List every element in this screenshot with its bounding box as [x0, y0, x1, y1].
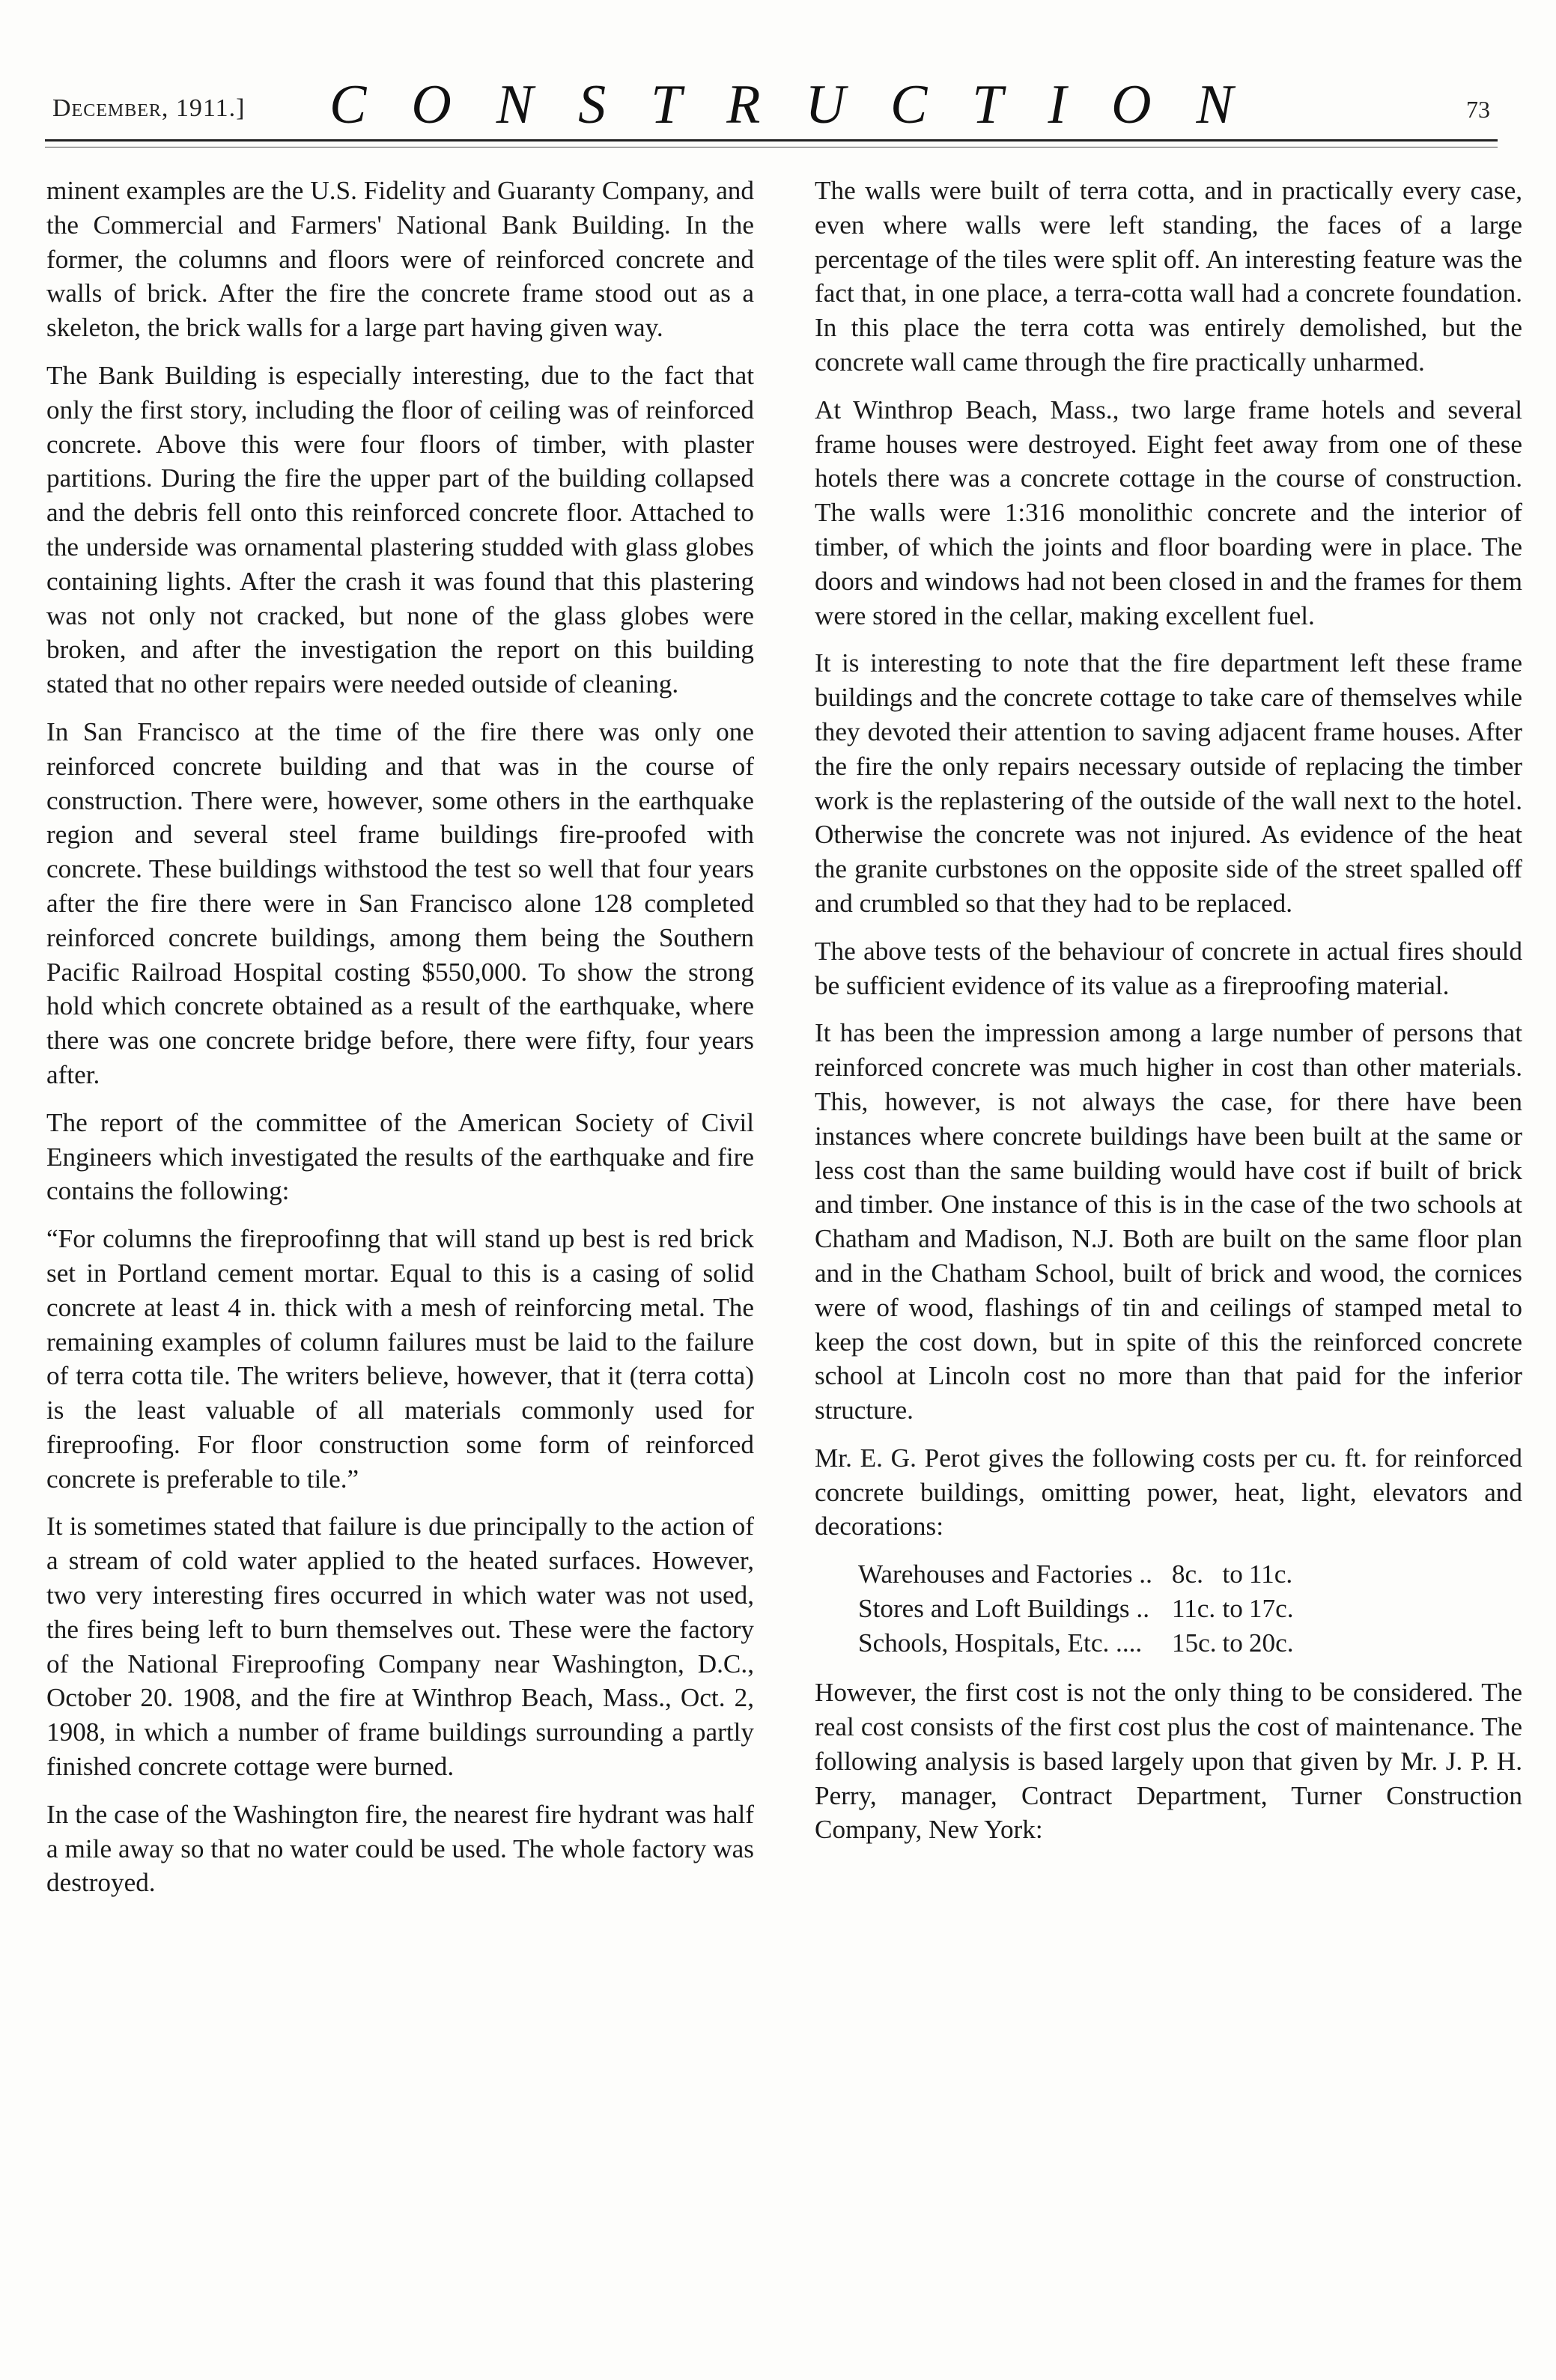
paragraph: It is interesting to note that the fire department left these frame buildings and the concrete cottage to take care of themselves while they devoted their attention to saving adjacent frame houses. After the fire the only repairs necessary outside of replacing the timber work is the replastering of the outside of the wall next to the hotel. Otherwise the concrete was not injured. As evidence of the heat the granite curbstones on the opposite side of the street spalled off and crumbled so that they had to be replaced.	[815, 648, 1522, 918]
paragraph: However, the first cost is not the only thing to be considered. The real cost consists of the first cost plus the cost of maintenance. The following analysis is based largely upon that given by Mr. J. P. H. Perry, manager, Contract Department, Turner Construction Company, New York:	[815, 1678, 1522, 1845]
cost-high: 17c.	[1248, 1594, 1294, 1624]
paragraph: It has been the impression among a large number of persons that reinforced concrete was much higher in cost than other materials. This, however, is not always the case, for there have been instances where concrete buildings have been built at the same or less cost than the same building would have cost if built of brick and timber. One instance of this is in the case of the two schools at Chatham and Madison, N.J. Both are built on the same floor plan and in the Chatham School, built of brick and wood, the cornices were of wood, flashings of tin and ceilings of stamped metal to keep the cost down, but in spite of this the reinforced concrete school at Lincoln cost no more than that paid for the inferior structure.	[815, 1018, 1522, 1425]
paragraph: Mr. E. G. Perot gives the following costs per cu. ft. for reinforced concrete buildings, omitting power, heat, light, elevators and decorations:	[815, 1443, 1522, 1541]
cost-low: 15c.	[1171, 1628, 1217, 1658]
issue-date: December, 1911.]	[52, 94, 246, 122]
cost-high: 11c.	[1248, 1559, 1293, 1589]
cost-row	[858, 1592, 1300, 1626]
cost-row-label: Schools, Hospitals, Etc. ....	[858, 1628, 1143, 1658]
paragraph: The walls were built of terra cotta, and in practically every case, even where walls were left standing, the faces of a large percentage of the tiles were split off. An interesting feature was the fact that, in one place, a terra-cotta wall had a concrete foundation. In this place the terra cotta was entirely demolished, but the concrete wall came through the fire practically unharmed.	[815, 176, 1522, 377]
paragraph: In the case of the Washington fire, the nearest fire hydrant was half a mile away so that no water could be used. The whole factory was destroyed.	[46, 1799, 754, 1898]
paragraph: It is sometimes stated that failure is due principally to the action of a stream of cold water applied to the heated surfaces. However, two very interesting fires occurred in which water was not used, the fires being left to burn themselves out. These were the factory of the National Fireproofing Company near Washington, D.C., October 20. 1908, and the fire at Winthrop Beach, Mass., Oct. 2, 1908, in which a number of frame buildings surrounding a partly finished concrete cottage were burned.	[46, 1512, 754, 1782]
header-rule	[45, 139, 1498, 141]
paragraph: At Winthrop Beach, Mass., two large frame hotels and several frame houses were destroyed. Eight feet away from one of these hotels there was a concrete cottage in the course of construction. The walls were 1:316 monolithic concrete and the interior of timber, of which the joints and floor boarding were in place. The doors and windows had not been closed in and the frames for them were stored in the cellar, making excellent fuel.	[815, 395, 1522, 630]
journal-title: CONSTRUCTION	[329, 74, 1278, 136]
paragraph: The report of the committee of the American Society of Civil Engineers which investigated the results of the earthquake and fire contains the following:	[46, 1107, 754, 1206]
cost-row-label: Warehouses and Factories ..	[858, 1559, 1152, 1589]
cost-to: to	[1222, 1594, 1243, 1624]
cost-row-label: Stores and Loft Buildings ..	[858, 1594, 1150, 1624]
cost-row	[858, 1626, 1300, 1661]
cost-low: 11c.	[1171, 1594, 1216, 1624]
cost-high: 20c.	[1248, 1628, 1294, 1658]
left-column	[46, 174, 754, 1914]
cost-to: to	[1222, 1559, 1243, 1589]
paragraph: In San Francisco at the time of the fire there was only one reinforced concrete building and that was in the course of construction. There were, however, some others in the earthquake region and several steel frame buildings fire-proofed with concrete. These buildings withstood the test so well that four years after the fire there were in San Francisco alone 128 completed reinforced concrete buildings, among them being the Southern Pacific Railroad Hospital costing $550,000. To show the strong hold which concrete obtained as a result of the earthquake, where there was one concrete bridge before, there were fifty, four years after.	[46, 716, 754, 1089]
paragraph: The above tests of the behaviour of concrete in actual fires should be sufficient evidence of its value as a fireproofing material.	[815, 936, 1522, 1000]
quoted-paragraph: “For columns the fireproofinng that will stand up best is red brick set in Portland cement mortar. Equal to this is a casing of solid concrete at least 4 in. thick with a mesh of reinforcing metal. The remaining examples of column failures must be laid to the failure of terra cotta tile. The writers believe, however, that it (terra cotta) is the least valuable of all materials commonly used for fireproofing. For floor construction some form of reinforced concrete is preferable to tile.”	[46, 1224, 754, 1494]
cost-low: 8c.	[1171, 1559, 1203, 1589]
page-number: 73	[1466, 96, 1490, 123]
right-column	[815, 174, 1522, 1860]
paragraph: The Bank Building is especially interesting, due to the fact that only the first story, including the floor of ceiling was of reinforced concrete. Above this were four floors of timber, with plaster partitions. During the fire the upper part of the building collapsed and the debris fell onto this reinforced concrete floor. Attached to the underside was ornamental plastering studded with glass globes containing lights. After the crash it was found that this plastering was not only not cracked, but none of the glass globes were broken, and after the investigation the report on this building stated that no other repairs were needed outside of cleaning.	[46, 360, 754, 699]
paragraph: minent examples are the U.S. Fidelity and Guaranty Company, and the Commercial and Farmers' National Bank Building. In the former, the columns and floors were of reinforced concrete and walls of brick. After the fire the concrete frame stood out as a skeleton, the brick walls for a large part having given way.	[46, 176, 754, 343]
cost-table	[858, 1557, 1300, 1661]
cost-row	[858, 1557, 1300, 1592]
running-head	[52, 72, 1490, 147]
cost-to: to	[1222, 1628, 1243, 1658]
